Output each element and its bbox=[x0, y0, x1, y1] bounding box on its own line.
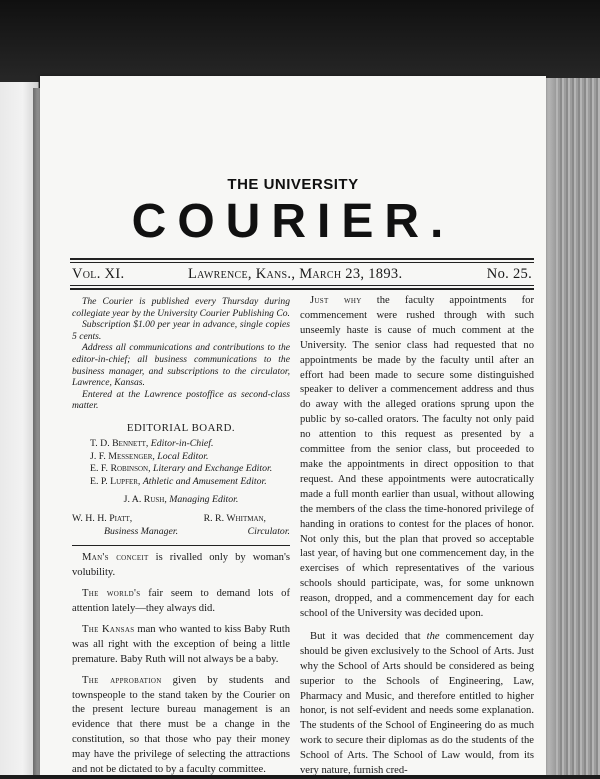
editorial-board-list bbox=[72, 438, 290, 488]
board-member: T. D. Bennett, Editor-in-Chief. bbox=[90, 437, 214, 449]
editorial-paragraph: But it was decided that the commencement day should be given exclusively to the School of Arts. Just why the School of Arts should be considered as being superior to the Schools of Engineering, Law, Pharmacy and Music, and therefore entitled to higher honor, is not self-evident and needs some explanation. The students of the School of Engineering do as much work to secure their diplomas as do the students of the School of Arts. The School of Law would, from its very nature, furnish cred- bbox=[300, 630, 534, 777]
editorial-paragraph: The Kansas man who wanted to kiss Baby Ruth was all right with the exception of being a little premature. Baby Ruth will not always be a baby. bbox=[72, 623, 290, 665]
masthead-rule-thin bbox=[70, 262, 534, 263]
masthead-subtitle: THE UNIVERSITY bbox=[227, 176, 359, 193]
left-column bbox=[72, 296, 290, 778]
business-manager: W. H. H. Piatt, Business Manager. bbox=[72, 513, 179, 537]
masthead-rule-top bbox=[70, 258, 534, 260]
board-member: E. P. Lupfer, Athletic and Amusement Editor. bbox=[90, 475, 267, 487]
editorial-board-title: EDITORIAL BOARD. bbox=[126, 421, 236, 434]
editorial-paragraph: Man's conceit is rivalled only by woman's volubility. bbox=[72, 552, 290, 579]
notice-publication: The Courier is published every Thursday during collegiate year by the University Courier Publishing Co. bbox=[72, 296, 290, 319]
editorial-paragraph: The world's fair seem to demand lots of attention lately—they always did. bbox=[72, 588, 291, 615]
issue-rule-thick bbox=[70, 288, 534, 290]
circulator: R. R. Whitman, Circulator. bbox=[203, 513, 290, 537]
board-member: E. F. Robinson, Literary and Exchange Editor. bbox=[90, 463, 273, 475]
notice-subscription: Subscription $1.00 per year in advance, single copies 5 cents. bbox=[72, 319, 290, 342]
notice-entered: Entered at the Lawrence postoffice as second-class matter. bbox=[72, 388, 290, 412]
issue-number: No. 25. bbox=[486, 266, 532, 282]
business-staff bbox=[72, 513, 290, 541]
newspaper-page bbox=[40, 76, 546, 775]
dateline: Lawrence, Kans., March 23, 1893. bbox=[188, 266, 403, 282]
issue-line bbox=[70, 266, 534, 286]
volume-number: Vol. XI. bbox=[72, 266, 125, 282]
issue-rule-thin bbox=[70, 285, 534, 286]
board-member: J. F. Messenger, Local Editor. bbox=[90, 450, 209, 462]
editorial-paragraph: Just why the faculty appointments for commencement were rushed through with such unseemly haste is cause of much comment at the University. The senior class had requested that no appointments be made by the faculty until after an effort had been made to secure some distinguished speaker to deliver a commencement address and thus do away with the alleged orations sprung upon the public by so-called orators. The faculty not only paid no attention to this request as presented by a committee from the senior class, but proceeded to make the appointments in direct opposition to that request. And these appointments were autocratically made a full month earlier than usual, without allowing the members of the class the time-honored privilege of handing in orations to contest for the places of honor. Not only this, but the plan that proved so acceptable last year, of having but one commencement day, in the exercises of which representatives of the various schools should participate, was, for some unknown reason, dropped, and a commencement day for each school of the University was decided upon. bbox=[300, 295, 534, 620]
board-rule bbox=[72, 545, 290, 546]
editorial-paragraph: The approbation given by students and townspeople to the stand taken by the Courier on the present lecture bureau management is an evidence that there must be a change in the constitution, so that those who pay their money may have the privilege of selecting the attractions and not be dictated to by a faculty committee. bbox=[72, 674, 291, 776]
publication-notice bbox=[72, 296, 290, 412]
right-column bbox=[300, 294, 534, 779]
notice-address: Address all communications and contributions to the editor-in-chief; all business communications to the business manager, and subscriptions to the circulator, Lawrence, Kansas. bbox=[72, 342, 290, 389]
masthead-title: COURIER. bbox=[131, 195, 455, 248]
managing-editor: J. A. Rush, Managing Editor. bbox=[123, 494, 239, 506]
